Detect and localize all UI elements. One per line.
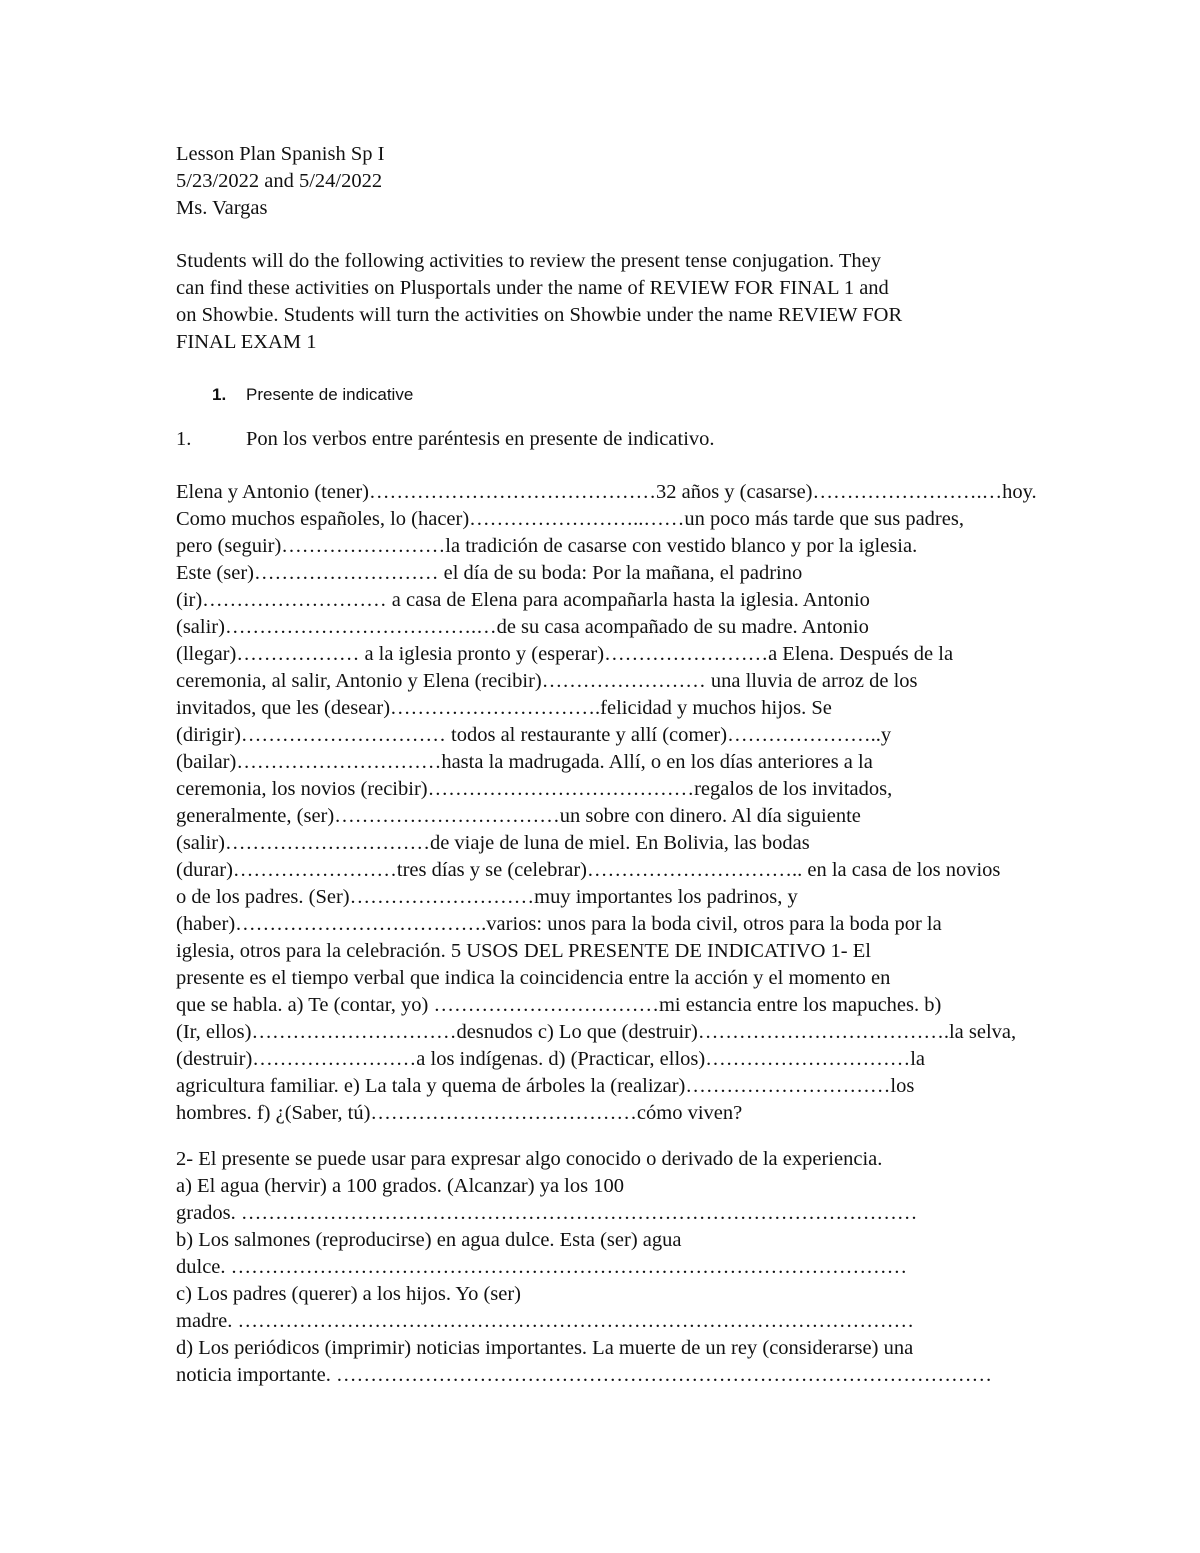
exercise-line: generalmente, (ser)……………………………un sobre con dinero. Al día siguiente xyxy=(176,805,861,827)
exercise-line: Elena y Antonio (tener)……………………………………32 años y (casarse)…………………….…hoy. xyxy=(176,481,1037,503)
document-title: Lesson Plan Spanish Sp I xyxy=(176,143,385,165)
exercise-line: invitados, que les (desear)………………………….felicidad y muchos hijos. Se xyxy=(176,697,832,719)
part-two-line: c) Los padres (querer) a los hijos. Yo (ser) xyxy=(176,1283,521,1305)
exercise-line: presente es el tiempo verbal que indica la coincidencia entre la acción y el momento en xyxy=(176,967,891,989)
part-two-line: a) El agua (hervir) a 100 grados. (Alcanzar) ya los 100 xyxy=(176,1175,624,1197)
exercise-line: ceremonia, al salir, Antonio y Elena (recibir)…………………… una lluvia de arroz de los xyxy=(176,670,918,692)
intro-line: on Showbie. Students will turn the activities on Showbie under the name REVIEW FOR xyxy=(176,304,903,326)
exercise-line: que se habla. a) Te (contar, yo) ……………………………mi estancia entre los mapuches. b) xyxy=(176,994,942,1016)
exercise-line: (ir)……………………… a casa de Elena para acompañarla hasta la iglesia. Antonio xyxy=(176,589,870,611)
part-two-line: b) Los salmones (reproducirse) en agua dulce. Esta (ser) agua xyxy=(176,1229,682,1251)
exercise-line: Como muchos españoles, lo (hacer)……………………..……un poco más tarde que sus padres, xyxy=(176,508,964,530)
part-two-line: grados. ……………………………………………………………………………………… xyxy=(176,1202,918,1224)
exercise-line: (salir)…………………………de viaje de luna de miel. En Bolivia, las bodas xyxy=(176,832,810,854)
exercise-line: (haber)……………………………….varios: unos para la boda civil, otros para la boda por la xyxy=(176,913,942,935)
intro-line: FINAL EXAM 1 xyxy=(176,331,317,353)
intro-paragraph xyxy=(176,248,1036,356)
part-two-line: noticia importante. …………………………………………………………………………………… xyxy=(176,1364,992,1386)
instruction-text: Pon los verbos entre paréntesis en presente de indicativo. xyxy=(246,428,715,450)
section-heading xyxy=(176,384,1036,406)
exercise-line: iglesia, otros para la celebración. 5 USOS DEL PRESENTE DE INDICATIVO 1- El xyxy=(176,940,871,962)
exercise-line: agricultura familiar. e) La tala y quema de árboles la (realizar)…………………………los xyxy=(176,1075,915,1097)
exercise-line: (salir)……………………………….…de su casa acompañado de su madre. Antonio xyxy=(176,616,869,638)
part-two-line: madre. ……………………………………………………………………………………… xyxy=(176,1310,914,1332)
exercise-line: Este (ser)……………………… el día de su boda: Por la mañana, el padrino xyxy=(176,562,803,584)
exercise-line: (destruir)……………………a los indígenas. d) (Practicar, ellos)…………………………la xyxy=(176,1048,926,1070)
exercise-line: o de los padres. (Ser)………………………muy importantes los padrinos, y xyxy=(176,886,798,908)
intro-line: can find these activities on Plusportals under the name of REVIEW FOR FINAL 1 and xyxy=(176,277,889,299)
exercise-line: (Ir, ellos)…………………………desnudos c) Lo que (destruir)……………………………….la selva, xyxy=(176,1021,1017,1043)
part-two-line: 2- El presente se puede usar para expresar algo conocido o derivado de la experiencia. xyxy=(176,1148,883,1170)
part-two-line: d) Los periódicos (imprimir) noticias importantes. La muerte de un rey (considerarse) una xyxy=(176,1337,914,1359)
exercise-line: (bailar)…………………………hasta la madrugada. Allí, o en los días anteriores a la xyxy=(176,751,873,773)
exercise-line: (llegar)……………… a la iglesia pronto y (esperar)……………………a Elena. Después de la xyxy=(176,643,954,665)
part-two-paragraph xyxy=(176,1146,1036,1389)
exercise-line: pero (seguir)……………………la tradición de casarse con vestido blanco y por la iglesia. xyxy=(176,535,918,557)
part-two-line: dulce. ……………………………………………………………………………………… xyxy=(176,1256,908,1278)
exercise-line: (dirigir)………………………… todos al restaurante y allí (comer)…………………..y xyxy=(176,724,892,746)
document-header xyxy=(176,141,1036,222)
exercise-line: hombres. f) ¿(Saber, tú)…………………………………cómo viven? xyxy=(176,1102,743,1124)
exercise-paragraph xyxy=(176,479,1036,1127)
teacher-name: Ms. Vargas xyxy=(176,197,268,219)
document-dates: 5/23/2022 and 5/24/2022 xyxy=(176,170,383,192)
exercise-instruction xyxy=(176,426,1036,453)
exercise-line: (durar)……………………tres días y se (celebrar)………………………….. en la casa de los novios xyxy=(176,859,1001,881)
instruction-number: 1. xyxy=(176,428,192,450)
intro-line: Students will do the following activities to review the present tense conjugation. They xyxy=(176,250,882,272)
section-number: 1. xyxy=(212,385,227,404)
document-page xyxy=(176,141,1036,1389)
section-title: Presente de indicative xyxy=(246,385,414,404)
exercise-line: ceremonia, los novios (recibir)…………………………………regalos de los invitados, xyxy=(176,778,893,800)
